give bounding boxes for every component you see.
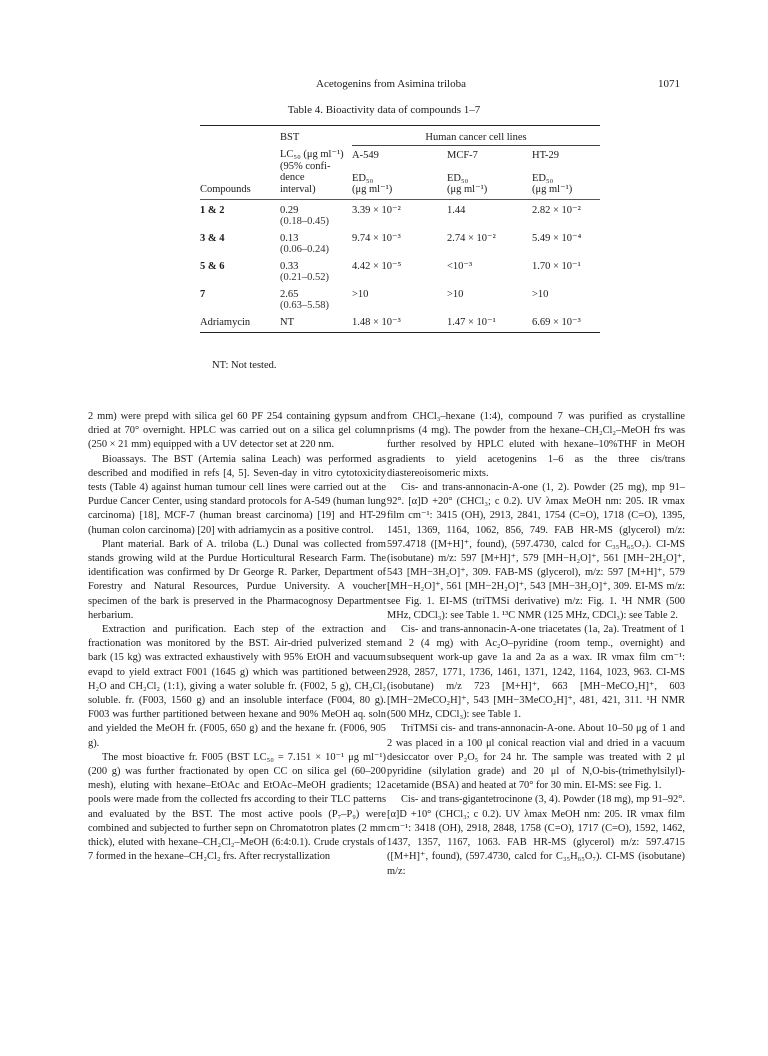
paragraph: 2 mm) were prepd with silica gel 60 PF 254 containing gypsum and dried at 70° overnight. HPLC was carried out on a silica gel column (250 × 21 mm) equipped with a UV detector set at 220 nm. — [88, 411, 386, 451]
table-row — [200, 312, 600, 333]
paragraph: The most bioactive fr. F005 (BST LC₅₀ = 7.151 × 10⁻¹ μg ml⁻¹) (200 g) was further fractionated by open CC on silica gel (60–200 mesh), eluting with hexane–EtOAc and EtOAc–MeOH gradients; 12 pools were made from the collected frs according to their TLC patterns and evaluated by the BST. The most active pools (P₇–P₉) were combined and subjected to further sepn on Chromatotron plates (2 mm thick), eluted with hexane–CH₂Cl₂–MeOH (6:4:0.1). Crude crystals of 7 formed in the hexane–CH₂Cl₂ frs. After recrystallization — [88, 751, 386, 863]
page-number: 1071 — [658, 78, 680, 90]
a549-cell: 1.48 × 10⁻³ — [352, 312, 447, 333]
ht29-header: HT-29 ED₅₀ (μg ml⁻¹) — [532, 145, 600, 199]
running-title: Acetogenins from Asimina triloba — [316, 78, 466, 90]
bst-cell: NT — [280, 312, 352, 333]
compound-cell: 7 — [200, 288, 206, 300]
paragraph: Cis- and trans-annonacin-A-one triacetates (1a, 2a). Treatment of 1 and 2 (4 mg) with Ac₂O–pyridine (room temp., overnight) and subsequent work-up gave 1a and 2a as a wax. IR νmax film cm⁻¹: 2928, 2857, 1771, 1736, 1461, 1371, 1242, 1164, 1023, 963. CI-MS (isobutane) m/z 723 [M+H]⁺, 663 [MH−MeCO₂H]⁺, 603 [MH−2MeCO₂H]⁺, 543 [MH−3MeCO₂H]⁺, 481, 421, 311. ¹H NMR (500 MHz, CDCl₃): see Table 1. — [387, 624, 685, 721]
paragraph: Extraction and purification. Each step of the extraction and fractionation was monitored by the BST. Air-dried pulverized stem bark (15 kg) was extracted exhaustively with 95% EtOH and vacuum evapd to yield extract F001 (1645 g) which was partitioned between H₂O and CH₂Cl₂ (1:1), giving a water soluble fr. (F002, 5 g), CH₂Cl₂ soluble. fr. (F003, 1560 g) and an insoluble interface (F004, 80 g). F003 was further partitioned between hexane and 90% MeOH aq. soln and yielded the MeOH fr. (F005, 650 g) and the hexane fr. (F006, 905 g). — [88, 624, 386, 749]
human-cell-lines-header: Human cancer cell lines — [352, 126, 600, 146]
table-caption: Table 4. Bioactivity data of compounds 1–7 — [287, 104, 481, 116]
table-row — [200, 199, 600, 228]
a549-header: A-549 ED₅₀ (μg ml⁻¹) — [352, 145, 447, 199]
a549-cell: 9.74 × 10⁻³ — [352, 232, 401, 244]
paragraph: from CHCl₃–hexane (1:4), compound 7 was purified as crystalline prisms (4 mg). The powder from the hexane–CH₂Cl₂–MeOH frs was further resolved by HPLC eluted with hexane–10%THF in MeOH gradients to yield acetogenins 1–6 as the three cis/trans diastereoisomeric mixts. — [387, 411, 685, 479]
paragraph: TriTMSi cis- and trans-annonacin-A-one. About 10–50 μg of 1 and 2 was placed in a 100 μl conical reaction vial and dried in a vacuum desiccator over P₂O₅ for 24 hr. The sample was treated with 2 μl pyridine (silylation grade) and 20 μl of N,O-bis-(trimethylsilyl)-acetamide (BSA) and heated at 70° for 30 min. EI-MS: see Fig. 1. — [387, 723, 685, 792]
ht29-cell: >10 — [532, 288, 549, 300]
table-footnote: NT: Not tested. — [212, 360, 277, 371]
compound-cell: 3 & 4 — [200, 232, 225, 244]
bst-cell: 0.33 (0.21–0.52) — [280, 260, 329, 283]
a549-cell: >10 — [352, 288, 369, 300]
bst-group-header: BST — [280, 126, 352, 146]
ht29-cell: 5.49 × 10⁻⁴ — [532, 232, 582, 244]
bst-cell: 2.65 (0.63–5.58) — [280, 288, 329, 311]
paragraph: Cis- and trans-annonacin-A-one (1, 2). Powder (25 mg), mp 91–92°. [α]D +20° (CHCl₃; c 0.2). UV λmax MeOH nm: 205. IR νmax film cm⁻¹: 3415 (OH), 2913, 2841, 1754 (C=O), 1718 (C=O), 1395, 1451, 1369, 1164, 1062, 856, 749. FAB HR-MS (glycerol) m/z: 597.4718 ([M+H]⁺, found), (597.4730, calcd for C₃₅H₆₅O₇). CI-MS (isobutane) m/z: 597 [M+H]⁺, 579 [MH−H₂O]⁺, 561 [MH−2H₂O]⁺, 543 [MH−3H₂O]⁺, 309. FAB-MS (glycerol), m/z: 597 [M+H]⁺, 579 [MH−H₂O]⁺, 561 [MH−2H₂O]⁺, 543 [MH−3H₂O]⁺, 309. EI-MS m/z: see Fig. 1. EI-MS (triTMSi derivative) m/z: Fig. 1. ¹H NMR (500 MHz, CDCl₃): see Table 1. ¹³C NMR (125 MHz, CDCl₃): see Table 2. — [387, 482, 685, 621]
mcf7-cell: >10 — [447, 288, 464, 300]
right-text-column — [387, 410, 685, 879]
mcf7-cell: <10⁻³ — [447, 260, 473, 272]
bioactivity-table — [200, 125, 600, 333]
mcf7-cell: 1.47 × 10⁻¹ — [447, 312, 532, 333]
paragraph: Bioassays. The BST (Artemia salina Leach) was performed as described and modified in refs [4, 5]. Seven-day in vitro cytotoxicity tests (Table 4) against human tumour cell lines were carried out at the Purdue Cancer Center, using standard protocols for A-549 (human lung carcinoma) [18], MCF-7 (human breast carcinoma) [19] and HT-29 (human colon carcinoma) [20] with adriamycin as a positive control. — [88, 453, 386, 536]
compound-cell: 1 & 2 — [200, 204, 225, 216]
mcf7-cell: 2.74 × 10⁻² — [447, 232, 496, 244]
table-row — [200, 284, 600, 312]
a549-cell: 3.39 × 10⁻² — [352, 204, 401, 216]
paragraph: Plant material. Bark of A. triloba (L.) Dunal was collected from stands growing wild at the Purdue Horticultural Research Farm. The identification was confirmed by Dr George R. Parker, Department of Forestry and Natural Resources, Purdue University. A voucher specimen of the bark is preserved in the Pharmacognosy Department herbarium. — [88, 538, 386, 621]
table-row — [200, 256, 600, 284]
compound-cell: Adriamycin — [200, 312, 280, 333]
ht29-cell: 2.82 × 10⁻² — [532, 204, 581, 216]
ht29-cell: 6.69 × 10⁻³ — [532, 312, 600, 333]
compounds-header: Compounds — [200, 145, 280, 199]
paragraph: Cis- and trans-gigantetrocinone (3, 4). Powder (18 mg), mp 91–92°. [α]D +10° (CHCl₃; c 0.2). UV λmax MeOH nm: 205. IR νmax film cm⁻¹: 3418 (OH), 2918, 2848, 1758 (C=O), 1717 (C=O), 1592, 1462, 1437, 1357, 1167, 1063. FAB HR-MS (glycerol) m/z: 597.4715 ([M+H]⁺, found), (597.4730, calcd for C₃₅H₆₅O₇). CI-MS (isobutane) m/z: — [387, 794, 685, 877]
mcf7-header: MCF-7 ED₅₀ (μg ml⁻¹) — [447, 145, 532, 199]
table-row — [200, 228, 600, 256]
bst-cell: 0.29 (0.18–0.45) — [280, 204, 329, 227]
left-text-column — [88, 410, 386, 865]
a549-cell: 4.42 × 10⁻⁵ — [352, 260, 402, 272]
bst-lc50-header: LC₅₀ (μg ml⁻¹) (95% confi- dence interval) — [280, 145, 352, 199]
compound-cell: 5 & 6 — [200, 260, 225, 272]
mcf7-cell: 1.44 — [447, 204, 466, 216]
bst-cell: 0.13 (0.06–0.24) — [280, 232, 329, 255]
ht29-cell: 1.70 × 10⁻¹ — [532, 260, 581, 272]
